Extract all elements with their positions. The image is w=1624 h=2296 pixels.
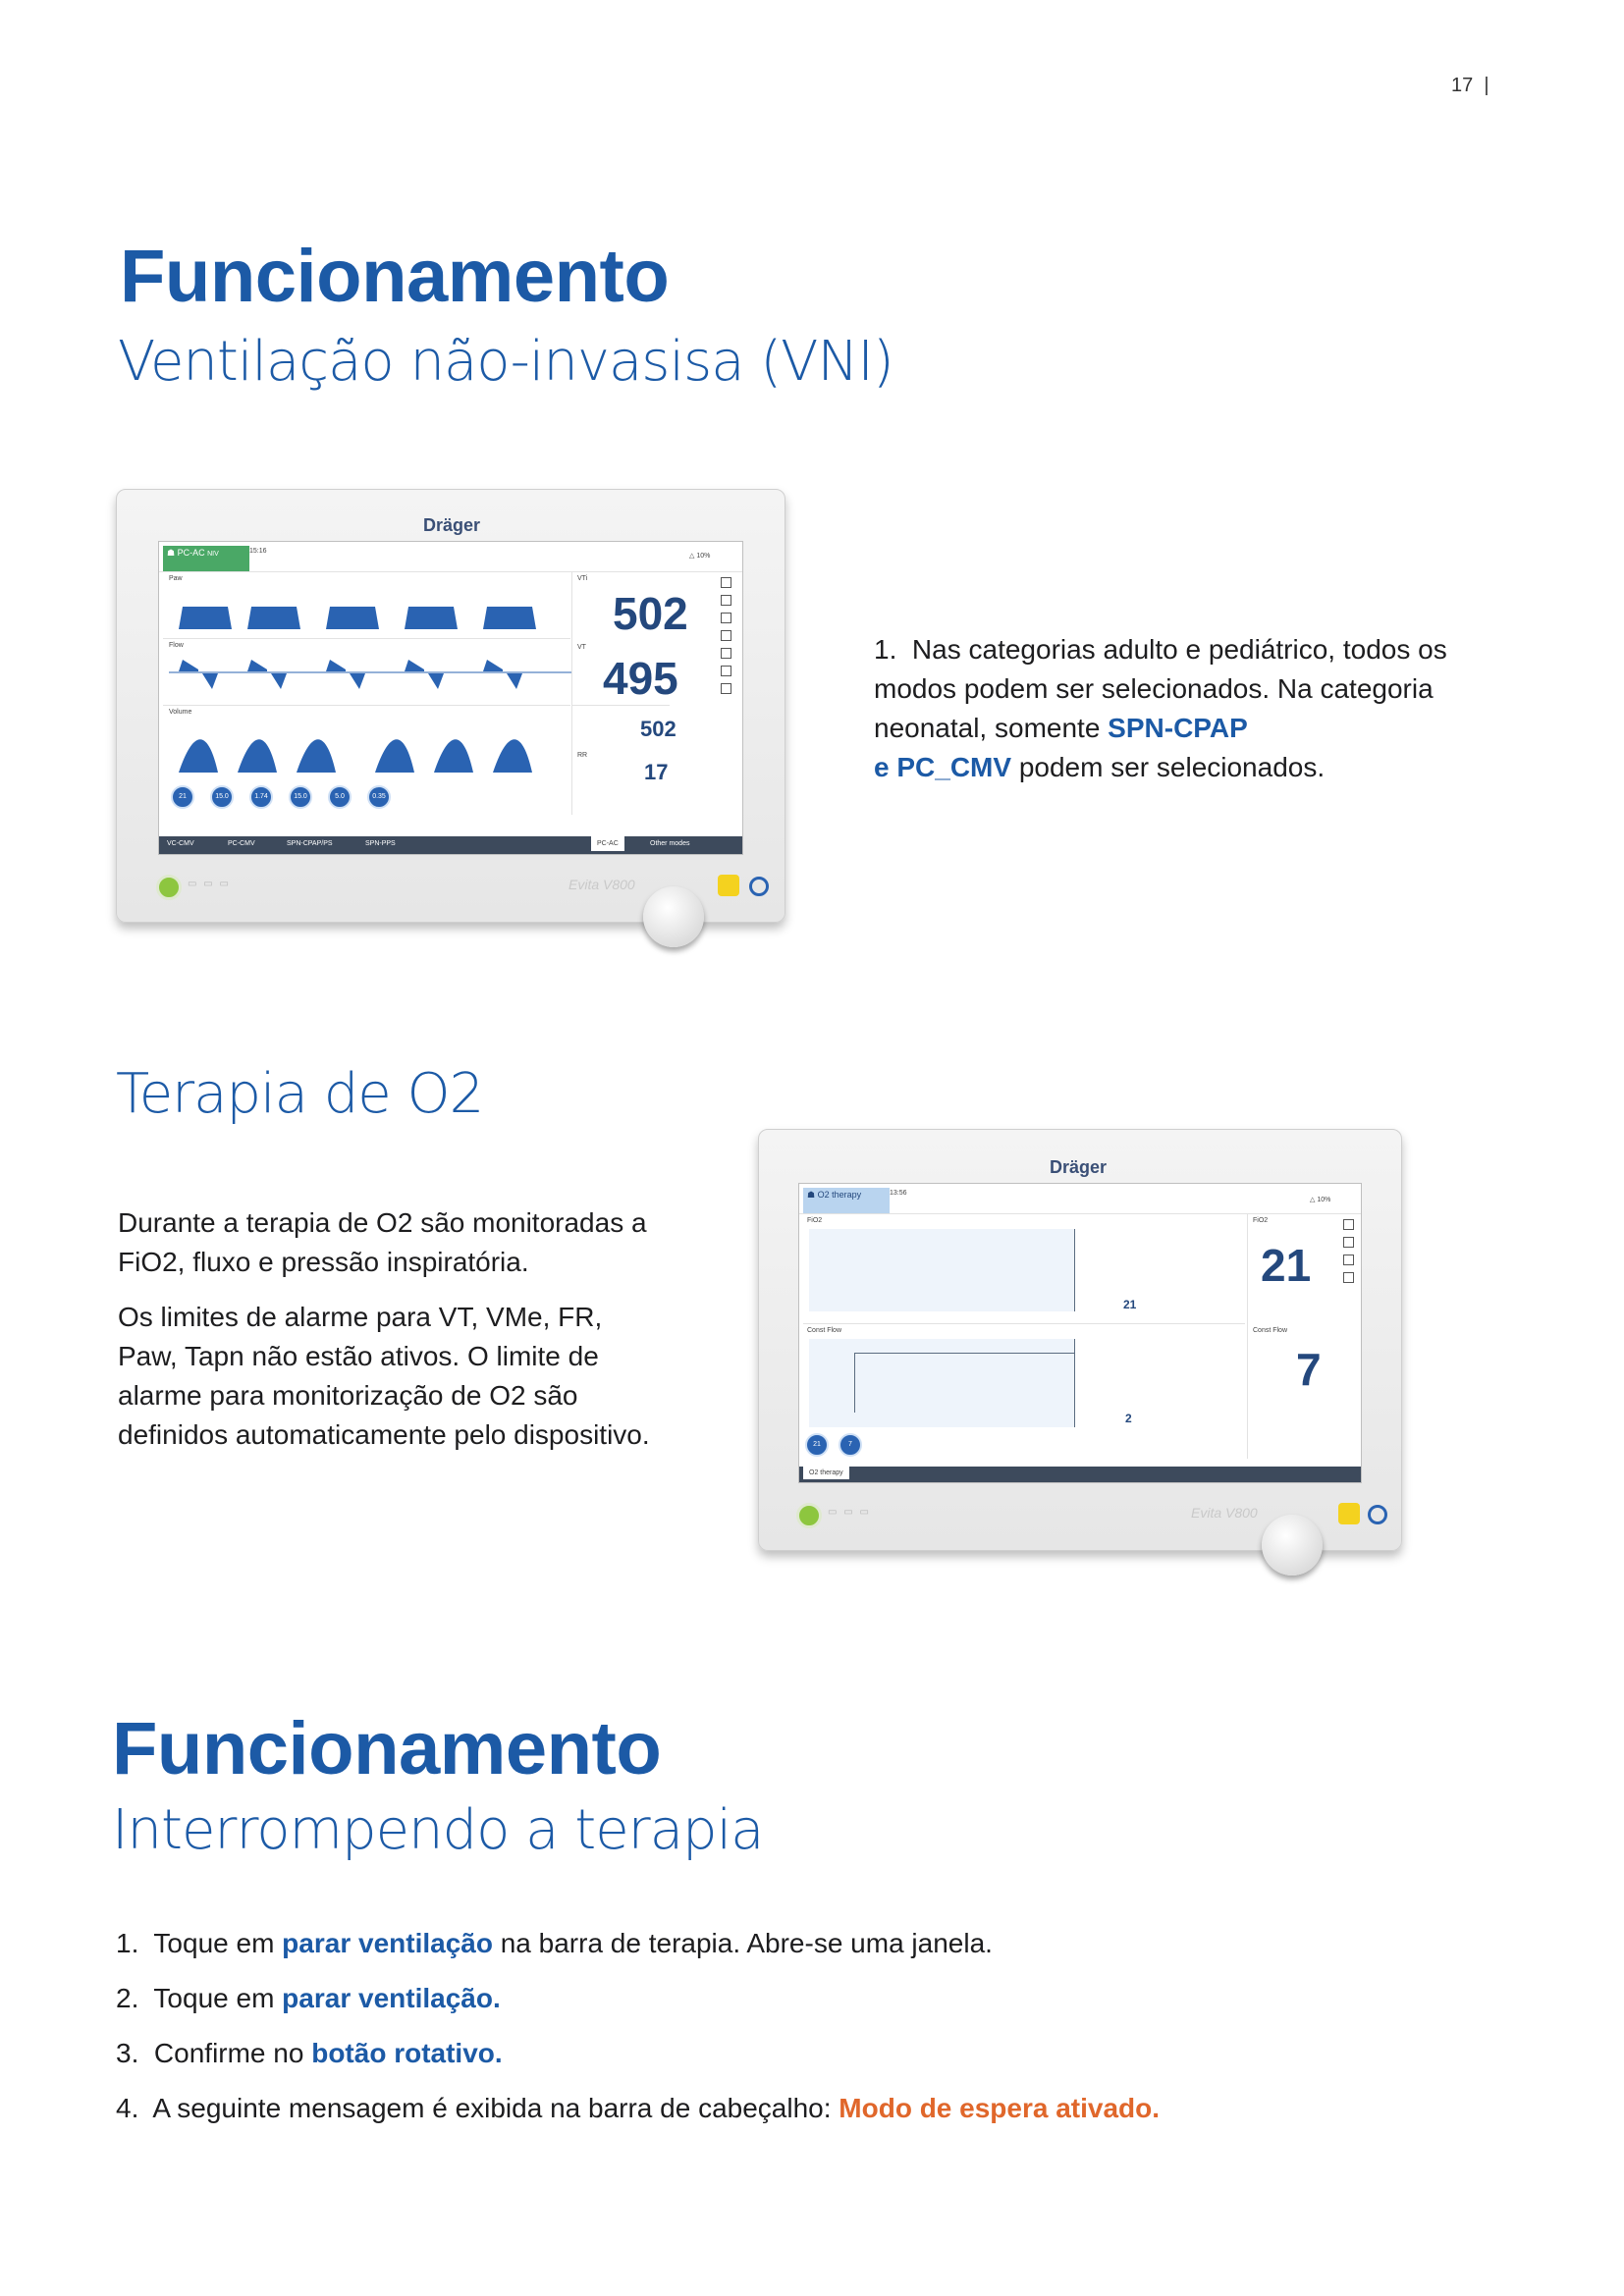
o2-paragraph-2: Os limites de alarme para VT, VMe, FR, Paw, Tapn não estão ativos. O limite de alarme para monitorização de O2 são definidos automaticamente pelo dispositivo. <box>118 1302 650 1450</box>
sensors-icon[interactable] <box>721 630 731 641</box>
mode-tab-pc-ac[interactable]: PC-AC <box>591 836 624 851</box>
flow-trend-graph <box>809 1339 1075 1427</box>
info-button[interactable] <box>749 877 769 896</box>
system-setup-icon[interactable] <box>1343 1272 1354 1283</box>
const-flow-label: Const Flow <box>1253 1327 1288 1334</box>
system-setup-icon[interactable] <box>721 666 731 676</box>
o2-paragraph-1: Durante a terapia de O2 são monitoradas a FiO2, fluxo e pressão inspiratória. <box>118 1207 647 1277</box>
standby-message-highlight: Modo de espera ativado. <box>839 2093 1161 2123</box>
paw-label: Paw <box>169 575 183 582</box>
mode-label: PC-AC <box>177 548 205 558</box>
vt-label: VT <box>577 644 586 651</box>
device-brand: Dräger <box>423 515 481 535</box>
section1-subtitle: Ventilação não-invasisa (VNI) <box>118 330 893 394</box>
procedures-icon[interactable] <box>721 648 731 659</box>
help-icon[interactable] <box>721 683 731 694</box>
vti-value: 502 <box>613 588 688 639</box>
alarm-reset-button[interactable] <box>718 875 739 896</box>
stop-therapy-steps <box>116 1924 1490 2144</box>
step-3: 3. Confirme no botão rotativo. <box>116 2038 503 2068</box>
param-peep[interactable]: 5.0 <box>328 785 352 809</box>
step-1: 1. Toque em parar ventilação na barra de terapia. Abre-se uma janela. <box>116 1928 993 1958</box>
page-number: 17 | <box>1451 75 1489 96</box>
vni-item-1: 1. Nas categorias adulto e pediátrico, todos os modos podem ser selecionados. Na categoria neonatal, somente SPN-CPAP e PC_CMV podem ser selecionados. <box>874 634 1447 782</box>
flow-trend-label: Const Flow <box>807 1327 842 1334</box>
views-icon[interactable] <box>721 595 731 606</box>
section2-subtitle: Terapia de O2 <box>116 1062 484 1126</box>
device-model: Evita V800 <box>1191 1505 1258 1521</box>
mode-badge[interactable] <box>163 546 249 571</box>
info-button[interactable] <box>1368 1505 1387 1524</box>
alarms-icon[interactable] <box>1343 1219 1354 1230</box>
stop-ventilation-highlight: parar ventilação. <box>282 1983 501 2013</box>
clock-time: 13:56 <box>890 1190 907 1197</box>
ventilator-device-vni <box>116 489 785 923</box>
volume-label: Volume <box>169 709 192 716</box>
section1-title: Funcionamento <box>120 235 670 318</box>
param-fio2[interactable]: 21 <box>171 785 194 809</box>
o2-therapy-tab[interactable]: O2 therapy <box>803 1467 849 1479</box>
vte-value: 502 <box>640 717 677 741</box>
rotary-knob[interactable] <box>1262 1515 1323 1575</box>
mode-sub-label: NIV <box>207 551 219 558</box>
fio2-label: FiO2 <box>1253 1217 1269 1224</box>
rr-value: 17 <box>644 760 669 784</box>
alarm-reset-button[interactable] <box>1338 1503 1360 1524</box>
flow-label: Flow <box>169 642 184 649</box>
param-rr[interactable]: 15.0 <box>289 785 312 809</box>
fio2-trend-label: FiO2 <box>807 1217 823 1224</box>
const-flow-value: 7 <box>1296 1344 1322 1395</box>
ventilator-screen-o2 <box>798 1183 1362 1483</box>
param-slope[interactable]: 0.35 <box>367 785 391 809</box>
section3-title: Funcionamento <box>112 1707 662 1790</box>
rotary-button-highlight: botão rotativo. <box>311 2038 503 2068</box>
fio2-value: 21 <box>1261 1240 1312 1291</box>
power-button[interactable] <box>796 1503 822 1528</box>
step-4: 4. A seguinte mensagem é exibida na barra de cabeçalho: Modo de espera ativado. <box>116 2093 1161 2123</box>
alarm-indicator: △ 10% <box>1310 1197 1331 1203</box>
rr-label: RR <box>577 752 588 759</box>
volume-waveform <box>169 719 571 777</box>
section3-subtitle: Interrompendo a terapia <box>112 1798 764 1862</box>
status-leds: ▭ ▭ ▭ <box>188 879 231 889</box>
bell-icon: △ <box>1310 1197 1316 1203</box>
param-ti[interactable]: 1.74 <box>249 785 273 809</box>
vt-value: 495 <box>603 653 678 704</box>
alarms-icon[interactable] <box>721 577 731 588</box>
vti-label: VTi <box>577 575 588 582</box>
ventilator-device-o2 <box>758 1129 1402 1551</box>
flow-trend-value: 2 <box>1125 1412 1132 1425</box>
rotary-knob[interactable] <box>643 886 704 947</box>
trends-icon[interactable] <box>1343 1237 1354 1248</box>
alarm-indicator: △ 10% <box>689 553 711 560</box>
spn-cpap-highlight: SPN-CPAP <box>1108 713 1248 743</box>
param-const-flow[interactable]: 7 <box>839 1433 862 1457</box>
sensors-icon[interactable] <box>1343 1255 1354 1265</box>
device-brand: Dräger <box>1050 1157 1108 1177</box>
patient-icon: ☗ <box>807 1190 816 1200</box>
patient-icon: ☗ <box>167 548 176 558</box>
bell-icon: △ <box>689 553 695 560</box>
clock-time: 15:16 <box>249 548 267 555</box>
fio2-trend-value: 21 <box>1123 1298 1137 1311</box>
mode-tab-vc-cmv[interactable]: VC-CMV <box>167 840 194 847</box>
mode-tab-spn-cpap[interactable]: SPN-CPAP/PS <box>287 840 333 847</box>
trends-icon[interactable] <box>721 613 731 623</box>
paw-waveform <box>169 585 571 634</box>
power-button[interactable] <box>156 875 182 900</box>
status-leds: ▭ ▭ ▭ <box>828 1507 871 1518</box>
mode-tab-spn-pps[interactable]: SPN-PPS <box>365 840 396 847</box>
flow-waveform <box>169 652 571 701</box>
param-fio2[interactable]: 21 <box>805 1433 829 1457</box>
other-modes-button[interactable]: Other modes <box>650 840 690 847</box>
device-model: Evita V800 <box>568 877 635 892</box>
mode-label: O2 therapy <box>817 1190 862 1200</box>
mode-tab-pc-cmv[interactable]: PC-CMV <box>228 840 255 847</box>
mode-badge[interactable] <box>803 1188 890 1213</box>
stop-ventilation-highlight: parar ventilação <box>282 1928 493 1958</box>
therapy-bar <box>799 1467 1361 1482</box>
ventilator-screen <box>158 541 743 855</box>
step-2: 2. Toque em parar ventilação. <box>116 1983 501 2013</box>
param-pinsp[interactable]: 15.0 <box>210 785 234 809</box>
pc-cmv-highlight: e PC_CMV <box>874 752 1012 782</box>
fio2-trend-graph <box>809 1229 1075 1311</box>
